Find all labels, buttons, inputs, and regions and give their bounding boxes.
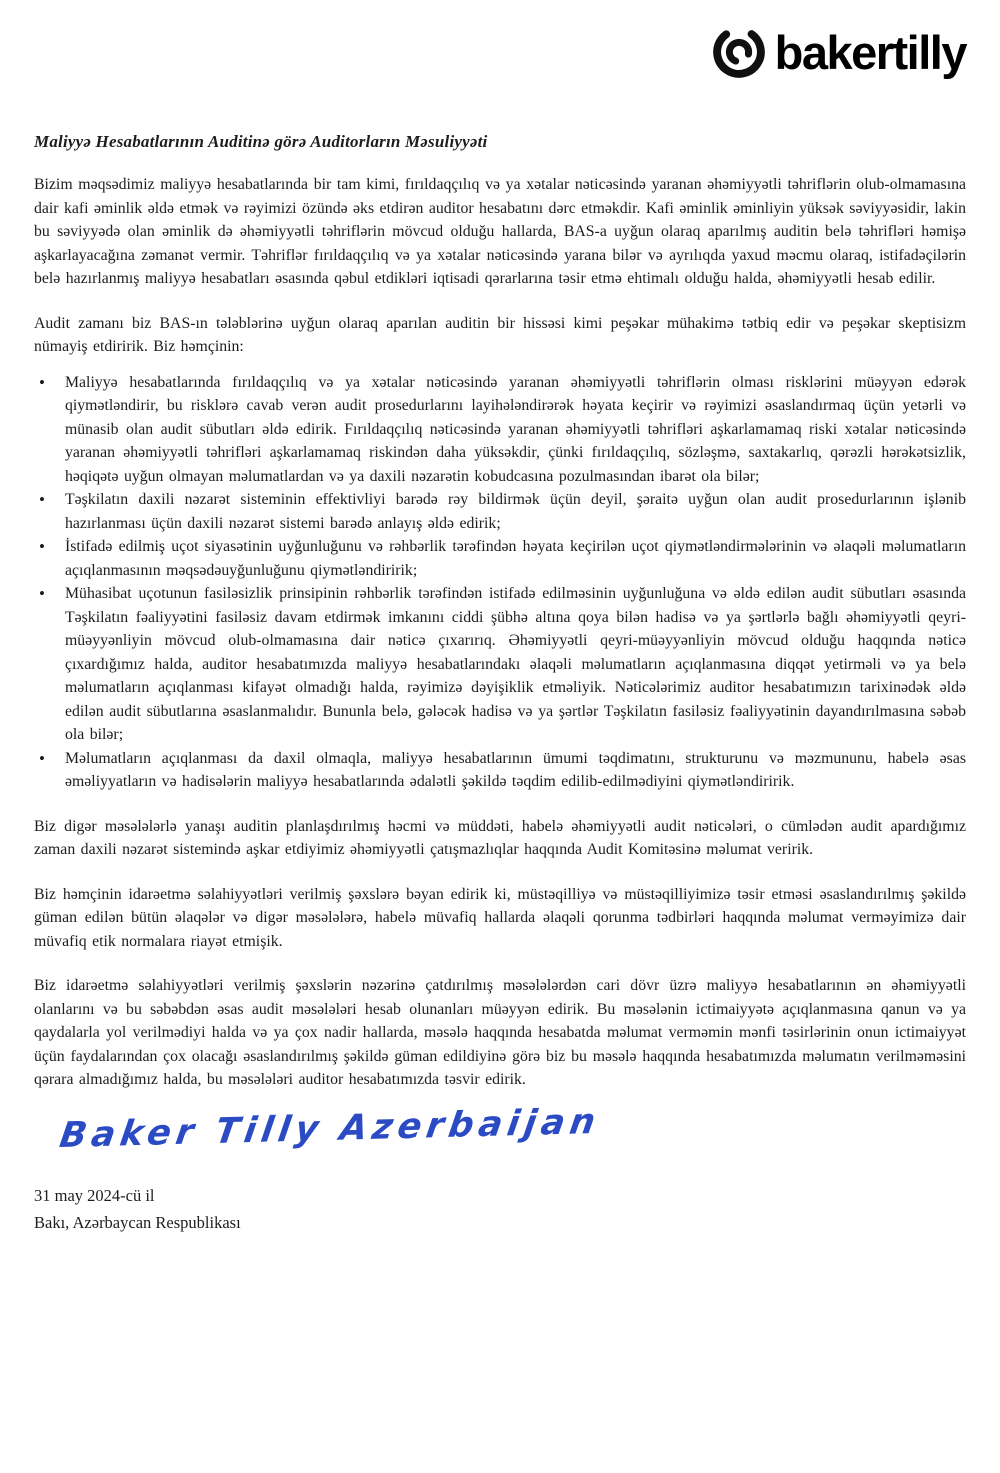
list-item-text: İstifadə edilmiş uçot siyasətinin uyğunluğunu və rəhbərlik tərəfindən həyata keçirilən uçot qiymətləndirmələrinin və əlaqəli məlumatların açıqlanmasının məqsədəuyğunluğunu qiymətləndiririk; — [65, 538, 966, 579]
paragraph-audit-committee: Biz digər məsələlərlə yanaşı auditin planlaşdırılmış həcmi və müddəti, habelə əhəmiyyətli audit nəticələri, o cümlədən audit apardığımız zaman daxili nəzarət sistemində aşkar etdiyimiz əhəmiyyətli çatışmazlıqlar haqqında Audit Komitəsinə məlumat veririk. — [34, 817, 966, 858]
bullet-icon — [34, 488, 65, 535]
paragraph-independence: Biz həmçinin idarəetmə səlahiyyətləri verilmiş şəxslərə bəyan edirik ki, müstəqilliyə və müstəqilliyimizə təsir etməsi əsaslandırılmış şəkildə güman edilən bütün əlaqələr və digər məsələlərə, habelə müvafiq hallarda əlaqəli qorunma tədbirləri haqqında məlumat verməyimizə dair müvafiq etik normalara riayət etmişik. — [34, 885, 966, 950]
footer — [34, 1182, 966, 1236]
bullet-icon — [34, 371, 65, 489]
bullet-list — [34, 371, 966, 794]
list-item — [34, 535, 966, 582]
bullet-icon — [34, 582, 65, 747]
list-item-text: Mühasibat uçotunun fasiləsizlik prinsipinin rəhbərlik tərəfindən istifadə edilməsinin uyğunluğuna və əldə edilən audit sübutları əsasında Təşkilatın fəaliyyətini fasiləsiz davam etdirmək imkanını ciddi şübhə altına qoya bilən hadisə və ya şərtlərlə bağlı əhəmiyyətli qeyri-müəyyənliyin mövcud olub-olmamasına dair nəticə çıxarırıq. Əhəmiyyətli qeyri-müəyyənliyin mövcud olduğu haqqında nəticə çıxardığımız halda, auditor hesabatımızda maliyyə hesabatlarındakı əlaqəli məlumatların açıqlanmasına diqqət yetirməli və ya belə məlumatların açıqlanması kifayət olmadığı halda, rəyimizə dəyişiklik etməliyik. Nəticələrimiz auditor hesabatımızın tarixinədək əldə edilən audit sübutlarına əsaslanmalıdır. Bununla belə, gələcək hadisə və ya şərtlər Təşkilatın fasiləsiz fəaliyyətinin dayandırılmasına səbəb ola bilər; — [65, 585, 966, 743]
list-item-text: Təşkilatın daxili nəzarət sisteminin effektivliyi barədə rəy bildirmək üçün deyil, şəraitə uyğun olan audit prosedurlarının işlənib hazırlanması üçün daxili nəzarət sistemi barədə anlayış əldə edirik; — [65, 491, 966, 532]
list-item — [34, 371, 966, 489]
bullet-icon — [34, 747, 65, 794]
bullet-icon — [34, 535, 65, 582]
bakertilly-logo-icon — [711, 24, 767, 80]
list-item — [34, 582, 966, 747]
bakertilly-logo-text: bakertilly — [774, 25, 966, 79]
handwritten-signature: Baker Tilly Azerbaijan — [56, 1101, 603, 1156]
location-line: Bakı, Azərbaycan Respublikası — [34, 1212, 241, 1232]
paragraph-audit-intro: Audit zamanı biz BAS-ın tələblərinə uyğun olaraq aparılan auditin bir hissəsi kimi peşəkar mühakimə tətbiq edir və peşəkar skeptisizm nümayiş etdiririk. Biz həmçinin: — [34, 314, 966, 355]
document-title: Maliyyə Hesabatlarının Auditinə görə Auditorların Məsuliyyəti — [34, 132, 488, 151]
list-item-text: Maliyyə hesabatlarında fırıldaqçılıq və ya xətalar nəticəsində yaranan əhəmiyyətli təhriflərin olması risklərini müəyyən edərək qiymətləndirir, bu risklərə cavab verən audit prosedurlarını layihələndirərək həyata keçirir və rəyimizi əsaslandırmaq üçün yetərli və münasib olan audit sübutları əldə edirik. Fırıldaqçılıq nəticəsində yaranan əhəmiyyətli təhrifləri aşkarlamamaq riski xətalar nəticəsində yaranan əhəmiyyətli təhrifləri aşkarlamamaq riskindən daha yüksəkdir, çünki fırıldaqçılıq, sözləşmə, saxtakarlıq, qərəzli hərəkətsizlik, həqiqətə uyğun olmayan məlumatlardan və ya daxili nəzarətin kobudcasına pozulmasından ibarət ola bilər; — [65, 373, 966, 485]
list-item-text: Məlumatların açıqlanması da daxil olmaqla, maliyyə hesabatlarının ümumi təqdimatını, strukturunu və məzmununu, habelə əsas əməliyyatların və hadisələrin maliyyə hesabatlarında ədalətli şəkildə təqdim edilib-edilmədiyini qiymətləndiririk. — [65, 749, 966, 790]
letterhead — [34, 12, 966, 88]
paragraph-objective: Bizim məqsədimiz maliyyə hesabatlarında bir tam kimi, fırıldaqçılıq və ya xətalar nəticəsində yaranan əhəmiyyətli təhriflərin olub-olmamasına dair kafi əminlik əldə etmək və rəyimizi özündə əks etdirən auditor hesabatını dərc etməkdir. Kafi əminlik əminliyin yüksək səviyyəsidir, lakin bu səviyyədə olan əminlik də əhəmiyyətli təhriflərin mövcud olduğu hallarda, BAS-a uyğun olaraq aparılmış auditin belə təhrifləri həmişə aşkarlayacağına zəmanət vermir. Təhriflər fırıldaqçılıq və ya xətalar nəticəsində yarana bilər və ayrılıqda yaxud məcmu olaraq, istifadəçilərin belə hazırlanmış maliyyə hesabatları əsasında qəbul etdikləri iqtisadi qərarlarına təsir etmə ehtimalı olduğu halda, əhəmiyyətli hesab edilir. — [34, 176, 966, 287]
list-item — [34, 747, 966, 794]
bakertilly-logo — [711, 24, 966, 80]
paragraph-key-matters: Biz idarəetmə səlahiyyətləri verilmiş şəxslərin nəzərinə çatdırılmış məsələlərdən cari dövr üzrə maliyyə hesabatlarının ən əhəmiyyətli olanlarını və bu səbəbdən əsas audit məsələləri hesab olunanları müəyyən edirik. Bu məsələnin ictimaiyyətə açıqlanmasına qanun və ya qaydalarla yol verilmədiyi halda və ya çox nadir hallarda, məsələ haqqında hesabatda məlumat verməmin mənfi təsirlərinin onun ictimaiyyət üçün faydalarından çox olacağı əsaslandırılmış şəkildə güman edildiyinə görə biz bu məsələ haqqında hesabatımızda məlumatın verilməməsini qərara almadığımız halda, bu məsələləri auditor hesabatımızda təsvir edirik. — [34, 977, 966, 1088]
list-item — [34, 488, 966, 535]
date-line: 31 may 2024-cü il — [34, 1185, 155, 1205]
